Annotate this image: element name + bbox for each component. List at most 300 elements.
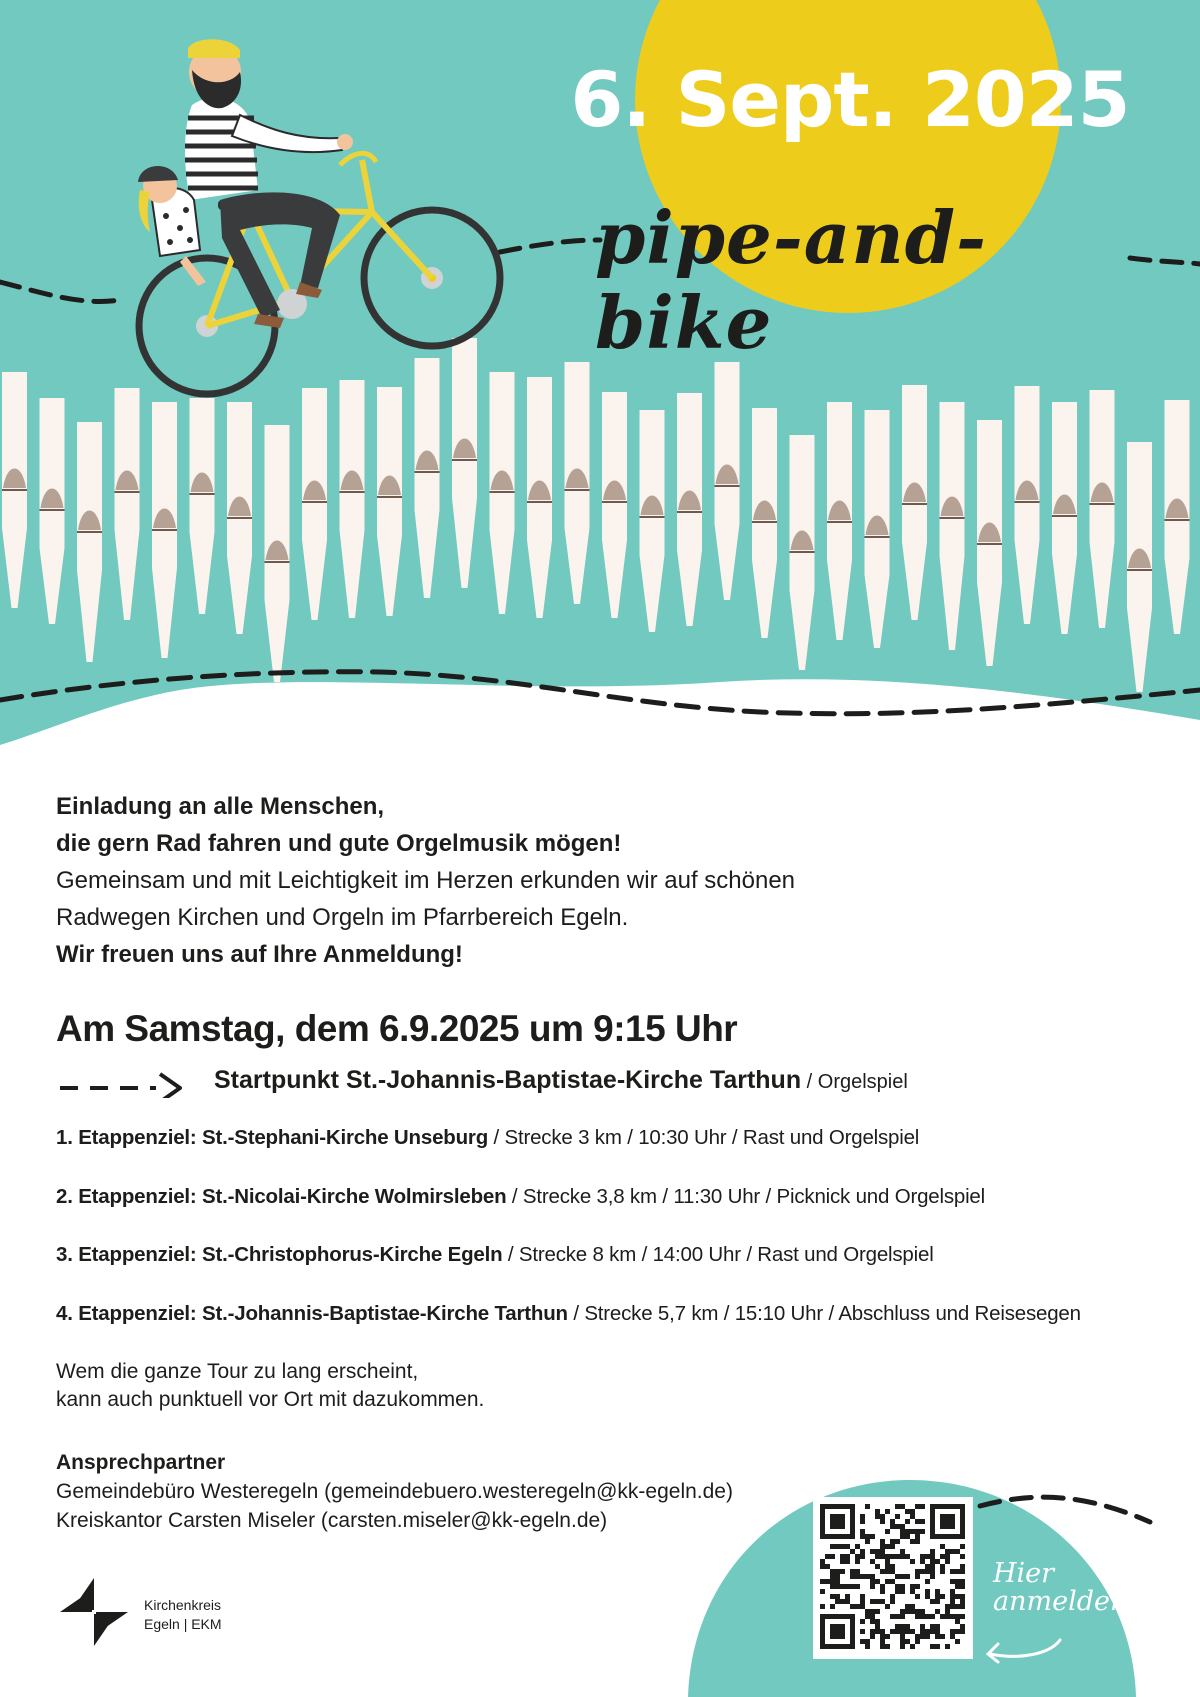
qr-module [830,1574,835,1579]
qr-module [835,1634,840,1639]
qr-module [940,1554,945,1559]
qr-module [910,1629,915,1634]
qr-module [940,1594,945,1599]
dashed-arrow-icon [56,1068,186,1098]
qr-module [820,1509,825,1514]
qr-module [895,1514,900,1519]
qr-module [850,1634,855,1639]
qr-module [955,1619,960,1624]
qr-module [920,1554,925,1559]
qr-module [865,1609,870,1614]
start-point-text [214,1066,908,1095]
qr-module [915,1574,920,1579]
qr-module [860,1604,865,1609]
qr-module [925,1629,930,1634]
qr-module [885,1634,890,1639]
qr-module [930,1524,935,1529]
qr-module [885,1509,890,1514]
qr-module [935,1594,940,1599]
qr-module [905,1639,910,1644]
qr-module [835,1599,840,1604]
qr-module [855,1544,860,1549]
qr-module [840,1644,845,1649]
qr-module [960,1519,965,1524]
qr-module [935,1609,940,1614]
qr-module [870,1559,875,1564]
qr-module [900,1534,905,1539]
qr-module [930,1514,935,1519]
stage-lead: 4. Etappenziel: St.-Johannis-Baptistae-Kirche Tarthun [56,1301,568,1325]
qr-module [850,1534,855,1539]
qr-module [840,1624,845,1629]
qr-module [870,1534,875,1539]
qr-module [840,1534,845,1539]
qr-module [895,1584,900,1589]
qr-module [830,1594,835,1599]
qr-module [960,1584,965,1589]
qr-module [900,1614,905,1619]
intro-line-1: Einladung an alle Menschen, [56,793,385,820]
qr-module [930,1549,935,1554]
qr-module [950,1524,955,1529]
qr-module [920,1504,925,1509]
qr-module [945,1609,950,1614]
register-here-label [993,1560,1127,1616]
qr-module [820,1504,825,1509]
qr-module [885,1564,890,1569]
qr-module [940,1519,945,1524]
qr-module [930,1554,935,1559]
qr-module [930,1504,935,1509]
qr-module [890,1599,895,1604]
qr-module [870,1599,875,1604]
qr-module [950,1514,955,1519]
qr-module [910,1604,915,1609]
qr-module [860,1534,865,1539]
qr-module [905,1519,910,1524]
qr-module [910,1539,915,1544]
qr-module [870,1614,875,1619]
qr-module [895,1539,900,1544]
stage-detail: / Strecke 5,7 km / 15:10 Uhr / Abschluss und Reisesegen [567,1301,1081,1325]
qr-module [840,1554,845,1559]
qr-module [930,1574,935,1579]
qr-module [940,1534,945,1539]
qr-module [910,1609,915,1614]
qr-module [830,1634,835,1639]
qr-module [920,1624,925,1629]
qr-module [875,1629,880,1634]
qr-module [870,1619,875,1624]
qr-module [845,1599,850,1604]
qr-module [960,1504,965,1509]
qr-module [860,1549,865,1554]
qr-module [820,1519,825,1524]
qr-module [905,1604,910,1609]
qr-module [880,1584,885,1589]
qr-module [825,1564,830,1569]
qr-module [880,1634,885,1639]
qr-module [925,1564,930,1569]
qr-module [840,1584,845,1589]
qr-module [915,1584,920,1589]
qr-module [910,1584,915,1589]
qr-module [845,1644,850,1649]
qr-module [835,1579,840,1584]
kirchenkreis-logo [58,1576,238,1648]
qr-module [950,1549,955,1554]
event-name: pipe-and-bike [595,195,987,365]
qr-module [905,1554,910,1559]
qr-module [845,1544,850,1549]
qr-module [820,1529,825,1534]
qr-module [870,1584,875,1589]
qr-module [840,1614,845,1619]
qr-module [950,1629,955,1634]
qr-module [960,1534,965,1539]
qr-module [955,1604,960,1609]
qr-module [850,1619,855,1624]
qr-module [930,1529,935,1534]
qr-module [910,1514,915,1519]
qr-module [890,1544,895,1549]
qr-module [855,1554,860,1559]
qr-module [945,1644,950,1649]
qr-module [875,1514,880,1519]
qr-module [820,1524,825,1529]
qr-module [920,1629,925,1634]
register-line-1: Hier [993,1558,1055,1589]
qr-module [960,1629,965,1634]
logo-text [144,1596,222,1634]
qr-module [900,1529,905,1534]
qr-module [835,1584,840,1589]
qr-module [960,1569,965,1574]
qr-module [955,1584,960,1589]
qr-module [865,1614,870,1619]
qr-module [820,1604,825,1609]
qr-module [950,1634,955,1639]
qr-module [930,1624,935,1629]
qr-module [915,1569,920,1574]
qr-module [905,1529,910,1534]
qr-module [860,1574,865,1579]
qr-module [885,1529,890,1534]
qr-module [880,1554,885,1559]
qr-module [830,1624,835,1629]
qr-module [895,1504,900,1509]
qr-module [935,1559,940,1564]
qr-module [885,1569,890,1574]
qr-module [930,1614,935,1619]
stage-list [56,1126,1176,1360]
qr-module [945,1514,950,1519]
note-line-1: Wem die ganze Tour zu lang erscheint, [56,1360,419,1383]
qr-module [875,1579,880,1584]
qr-module [890,1614,895,1619]
qr-module [835,1544,840,1549]
qr-module [855,1559,860,1564]
qr-module [920,1559,925,1564]
qr-module [835,1614,840,1619]
qr-module [905,1509,910,1514]
qr-module [915,1534,920,1539]
qr-module [835,1534,840,1539]
qr-module [840,1599,845,1604]
qr-module [880,1514,885,1519]
qr-module [910,1559,915,1564]
qr-module [820,1619,825,1624]
qr-module [925,1589,930,1594]
qr-module [900,1554,905,1559]
qr-module [885,1559,890,1564]
register-line-2: anmelden [993,1586,1128,1617]
qr-module [820,1534,825,1539]
qr-module [930,1564,935,1569]
qr-module [830,1579,835,1584]
qr-module [950,1504,955,1509]
qr-module [945,1559,950,1564]
qr-module [880,1644,885,1649]
qr-module [950,1579,955,1584]
qr-module [960,1604,965,1609]
intro-line-4: Radwegen Kirchen und Orgeln im Pfarrbereich Egeln. [56,904,629,931]
qr-module [870,1634,875,1639]
event-date-title: 6. Sept. 2025 [570,55,1130,144]
qr-module [950,1614,955,1619]
qr-module [860,1599,865,1604]
qr-module [955,1639,960,1644]
qr-module [820,1559,825,1564]
qr-module [840,1569,845,1574]
qr-module [860,1554,865,1559]
qr-module [900,1549,905,1554]
qr-module [850,1624,855,1629]
qr-module [820,1614,825,1619]
qr-module [885,1579,890,1584]
qr-module [935,1599,940,1604]
qr-module [875,1549,880,1554]
qr-module [880,1549,885,1554]
qr-module [920,1569,925,1574]
qr-module [890,1569,895,1574]
qr-module [950,1604,955,1609]
qr-module [880,1539,885,1544]
qr-module [905,1624,910,1629]
qr-module [905,1609,910,1614]
qr-module [840,1514,845,1519]
qr-module [945,1614,950,1619]
qr-module [885,1604,890,1609]
qr-module [835,1519,840,1524]
qr-module [880,1519,885,1524]
qr-module [940,1569,945,1574]
qr-module [930,1519,935,1524]
qr-module [915,1529,920,1534]
qr-module [830,1569,835,1574]
qr-module [940,1504,945,1509]
qr-module [825,1614,830,1619]
qr-module [850,1514,855,1519]
qr-module [820,1639,825,1644]
cross-logo-icon [58,1576,130,1648]
qr-module [830,1524,835,1529]
qr-module [930,1509,935,1514]
qr-module [865,1534,870,1539]
qr-module [900,1624,905,1629]
qr-module [835,1624,840,1629]
qr-module [895,1589,900,1594]
qr-module [830,1614,835,1619]
qr-module [865,1644,870,1649]
qr-module [850,1604,855,1609]
qr-module [960,1554,965,1559]
qr-module [845,1534,850,1539]
qr-module [915,1609,920,1614]
qr-module [935,1534,940,1539]
start-point-row [56,1062,1156,1102]
qr-module [850,1524,855,1529]
qr-module [820,1514,825,1519]
qr-module [850,1529,855,1534]
stage-lead: 1. Etappenziel: St.-Stephani-Kirche Unseburg [56,1126,489,1149]
qr-module [830,1534,835,1539]
qr-module [835,1574,840,1579]
qr-module [960,1624,965,1629]
qr-module [915,1594,920,1599]
qr-module [835,1504,840,1509]
qr-module [870,1609,875,1614]
qr-module [895,1554,900,1559]
qr-module [845,1554,850,1559]
qr-module [895,1624,900,1629]
qr-module [865,1504,870,1509]
qr-module [910,1589,915,1594]
qr-module [935,1644,940,1649]
qr-module [930,1569,935,1574]
qr-module [940,1524,945,1529]
partial-participation-note [56,1358,484,1414]
qr-module [895,1629,900,1634]
contact-line-1: Gemeindebüro Westeregeln (gemeindebuero.westeregeln@kk-egeln.de) [56,1480,733,1503]
qr-module [845,1614,850,1619]
qr-module [835,1629,840,1634]
qr-module [900,1584,905,1589]
qr-module [940,1514,945,1519]
qr-module [920,1609,925,1614]
qr-module [885,1544,890,1549]
qr-module [830,1644,835,1649]
qr-module [835,1524,840,1529]
qr-module [850,1504,855,1509]
qr-module [915,1504,920,1509]
qr-module [920,1634,925,1639]
qr-module [880,1629,885,1634]
qr-module [870,1629,875,1634]
qr-module [925,1554,930,1559]
qr-module [890,1524,895,1529]
qr-module [840,1544,845,1549]
qr-module [890,1519,895,1524]
qr-module [825,1644,830,1649]
schedule-date-line: Am Samstag, dem 6.9.2025 um 9:15 Uhr [56,1008,738,1049]
stage-item [56,1302,1176,1361]
qr-module [945,1604,950,1609]
qr-module [890,1629,895,1634]
qr-module [945,1549,950,1554]
qr-module [830,1504,835,1509]
qr-module [925,1594,930,1599]
qr-module [950,1589,955,1594]
qr-module [960,1514,965,1519]
qr-module [955,1579,960,1584]
stage-detail: / Strecke 3,8 km / 11:30 Uhr / Picknick und Orgelspiel [506,1184,985,1208]
qr-module [840,1559,845,1564]
qr-module [950,1599,955,1604]
qr-module [940,1564,945,1569]
qr-module [840,1519,845,1524]
qr-module [870,1549,875,1554]
qr-module [880,1544,885,1549]
qr-module [870,1579,875,1584]
qr-module [945,1524,950,1529]
qr-module [955,1594,960,1599]
qr-module [955,1534,960,1539]
qr-module [955,1569,960,1574]
qr-module [930,1559,935,1564]
intro-text [56,788,1166,973]
qr-module [850,1614,855,1619]
qr-module [890,1564,895,1569]
qr-module [830,1514,835,1519]
qr-module [945,1519,950,1524]
start-point-name: Startpunkt St.-Johannis-Baptistae-Kirche Tarthun [214,1066,802,1094]
qr-module [830,1554,835,1559]
qr-module [910,1509,915,1514]
qr-module [875,1619,880,1624]
qr-module [935,1624,940,1629]
qr-module [835,1644,840,1649]
qr-module [960,1614,965,1619]
qr-module [920,1529,925,1534]
qr-module [840,1524,845,1529]
qr-module [960,1599,965,1604]
qr-module [955,1549,960,1554]
qr-module [940,1634,945,1639]
qr-module [960,1564,965,1569]
qr-module [960,1524,965,1529]
qr-module [845,1559,850,1564]
qr-module [930,1599,935,1604]
qr-module [820,1579,825,1584]
stage-detail: / Strecke 3 km / 10:30 Uhr / Rast und Orgelspiel [488,1126,920,1149]
qr-module [845,1504,850,1509]
qr-module [865,1539,870,1544]
qr-module [860,1594,865,1599]
qr-module [960,1544,965,1549]
qr-module [860,1629,865,1634]
qr-module [835,1594,840,1599]
qr-module [890,1554,895,1559]
qr-module [880,1589,885,1594]
stage-item [56,1126,1176,1185]
qr-module [850,1509,855,1514]
qr-module [850,1644,855,1649]
qr-module [840,1634,845,1639]
qr-module [900,1609,905,1614]
qr-module [825,1534,830,1539]
qr-module [880,1599,885,1604]
